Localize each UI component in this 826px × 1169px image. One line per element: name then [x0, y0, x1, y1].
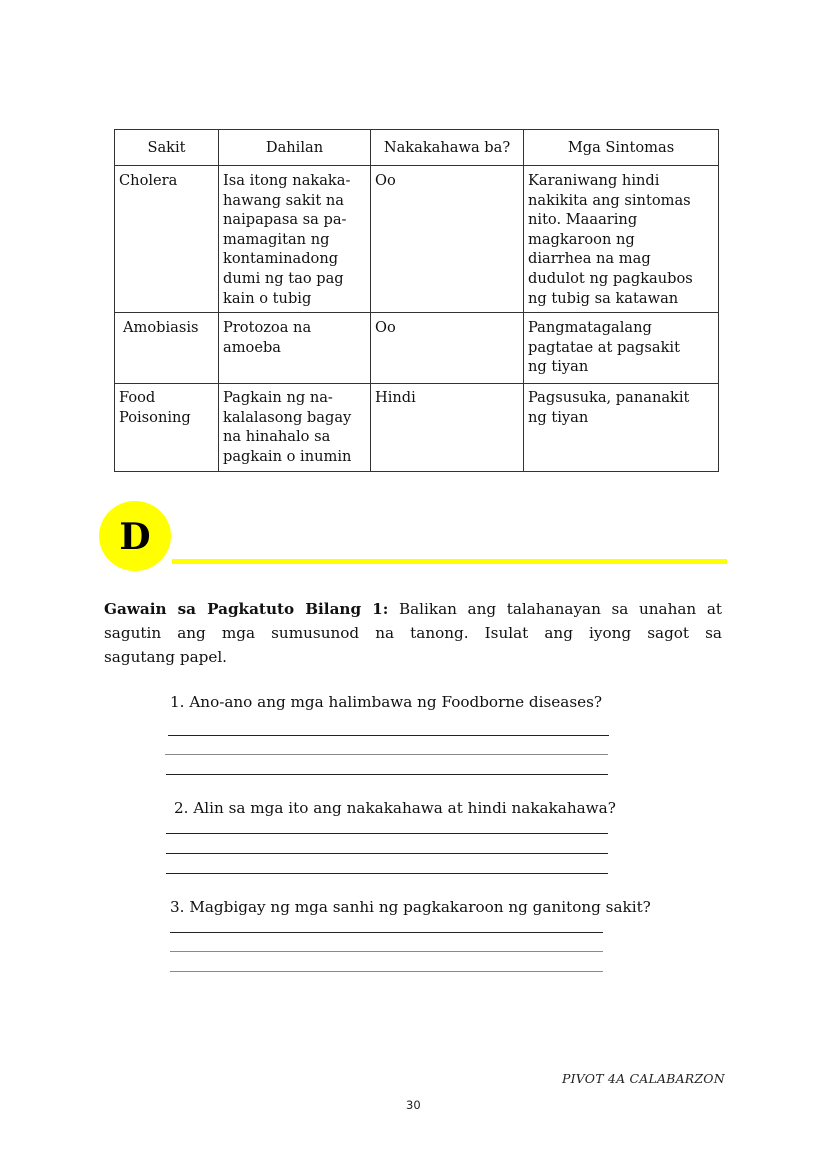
- section-badge: [99, 501, 171, 571]
- table-header-row: [115, 130, 719, 166]
- cell-text: dumi ng tao pag: [223, 269, 344, 287]
- cell-text: Poisoning: [119, 408, 191, 426]
- cell-text: Oo: [375, 172, 396, 189]
- cell-text: nakikita ang sintomas: [528, 191, 691, 209]
- table-row: [115, 166, 719, 313]
- instruction-line: [104, 597, 722, 621]
- cell-nakakahawa: [371, 313, 524, 384]
- cell-nakakahawa: [371, 384, 524, 472]
- table-row: [115, 384, 719, 472]
- cell-text: kalalasong bagay: [223, 408, 352, 426]
- answer-line[interactable]: [166, 774, 608, 775]
- cell-text: hawang sakit na: [223, 191, 344, 209]
- cell-text: Pangmatagalang: [528, 319, 652, 336]
- answer-line[interactable]: [168, 735, 609, 736]
- answer-line[interactable]: [166, 833, 608, 834]
- cell-sakit: [115, 166, 219, 313]
- question-2: 2. Alin sa mga ito ang nakakahawa at hindi nakakahawa?: [174, 799, 616, 817]
- page-number: 30: [406, 1098, 421, 1112]
- cell-text: kain o tubig: [223, 289, 312, 307]
- cell-text: nito. Maaaring: [528, 211, 638, 229]
- cell-text: diarrhea na mag: [528, 250, 651, 268]
- cell-text: Cholera: [119, 172, 178, 189]
- cell-sakit: [115, 313, 219, 384]
- cell-dahilan: [219, 313, 371, 384]
- cell-text: ng tubig sa katawan: [528, 289, 679, 307]
- cell-text: Amobiasis: [123, 319, 199, 336]
- cell-sintomas: [524, 313, 719, 384]
- instruction-line: sagutang papel.: [104, 648, 228, 666]
- cell-dahilan: [219, 166, 371, 313]
- header-sintomas: Mga Sintomas: [524, 130, 719, 166]
- cell-nakakahawa: [371, 166, 524, 313]
- cell-sintomas: [524, 166, 719, 313]
- cell-text: ng tiyan: [528, 358, 589, 376]
- cell-text: magkaroon ng: [528, 230, 635, 248]
- cell-text: pagtatae at pagsakit: [528, 338, 680, 356]
- cell-text: naipapasa sa pa-: [223, 211, 347, 229]
- question-3: 3. Magbigay ng mga sanhi ng pagkakaroon ng ganitong sakit?: [170, 898, 651, 916]
- footer-brand: PIVOT 4A CALABARZON: [562, 1071, 725, 1086]
- answer-line[interactable]: [166, 873, 608, 874]
- cell-text: Protozoa na: [223, 319, 312, 336]
- table-row: [115, 313, 719, 384]
- cell-text: mamagitan ng: [223, 230, 330, 248]
- cell-dahilan: [219, 384, 371, 472]
- cell-text: Pagkain ng na-: [223, 389, 333, 406]
- cell-text: Pagsusuka, pananakit: [528, 389, 690, 406]
- cell-text: na hinahalo sa: [223, 428, 331, 446]
- header-sakit: Sakit: [115, 130, 219, 166]
- cell-text: kontaminadong: [223, 250, 339, 268]
- answer-line[interactable]: [170, 932, 603, 933]
- cell-text: Oo: [375, 319, 396, 336]
- instruction-line: sagutin ang mga sumusunod na tanong. Isulat ang iyong sagot sa: [104, 624, 722, 642]
- instruction-lead: Gawain sa Pagkatuto Bilang 1:: [104, 600, 389, 618]
- instruction-paragraph: [104, 597, 722, 669]
- header-dahilan: Dahilan: [219, 130, 371, 166]
- answer-line[interactable]: [165, 754, 608, 755]
- answer-line[interactable]: [170, 971, 603, 972]
- header-nakakahawa: Nakakahawa ba?: [371, 130, 524, 166]
- cell-text: Isa itong nakaka-: [223, 172, 351, 189]
- section-letter: D: [119, 516, 151, 558]
- cell-text: Karaniwang hindi: [528, 172, 660, 189]
- cell-text: pagkain o inumin: [223, 447, 352, 465]
- disease-table: [114, 129, 719, 472]
- instruction-text: Balikan ang talahanayan sa unahan at: [388, 600, 722, 618]
- question-1: 1. Ano-ano ang mga halimbawa ng Foodborne diseases?: [170, 693, 603, 711]
- cell-sintomas: [524, 384, 719, 472]
- answer-line[interactable]: [170, 951, 603, 952]
- answer-line[interactable]: [166, 853, 608, 854]
- cell-text: Food: [119, 389, 156, 406]
- section-divider: [172, 559, 727, 564]
- cell-text: Hindi: [375, 389, 416, 406]
- cell-text: amoeba: [223, 338, 282, 356]
- cell-sakit: [115, 384, 219, 472]
- cell-text: ng tiyan: [528, 408, 589, 426]
- cell-text: dudulot ng pagkaubos: [528, 269, 693, 287]
